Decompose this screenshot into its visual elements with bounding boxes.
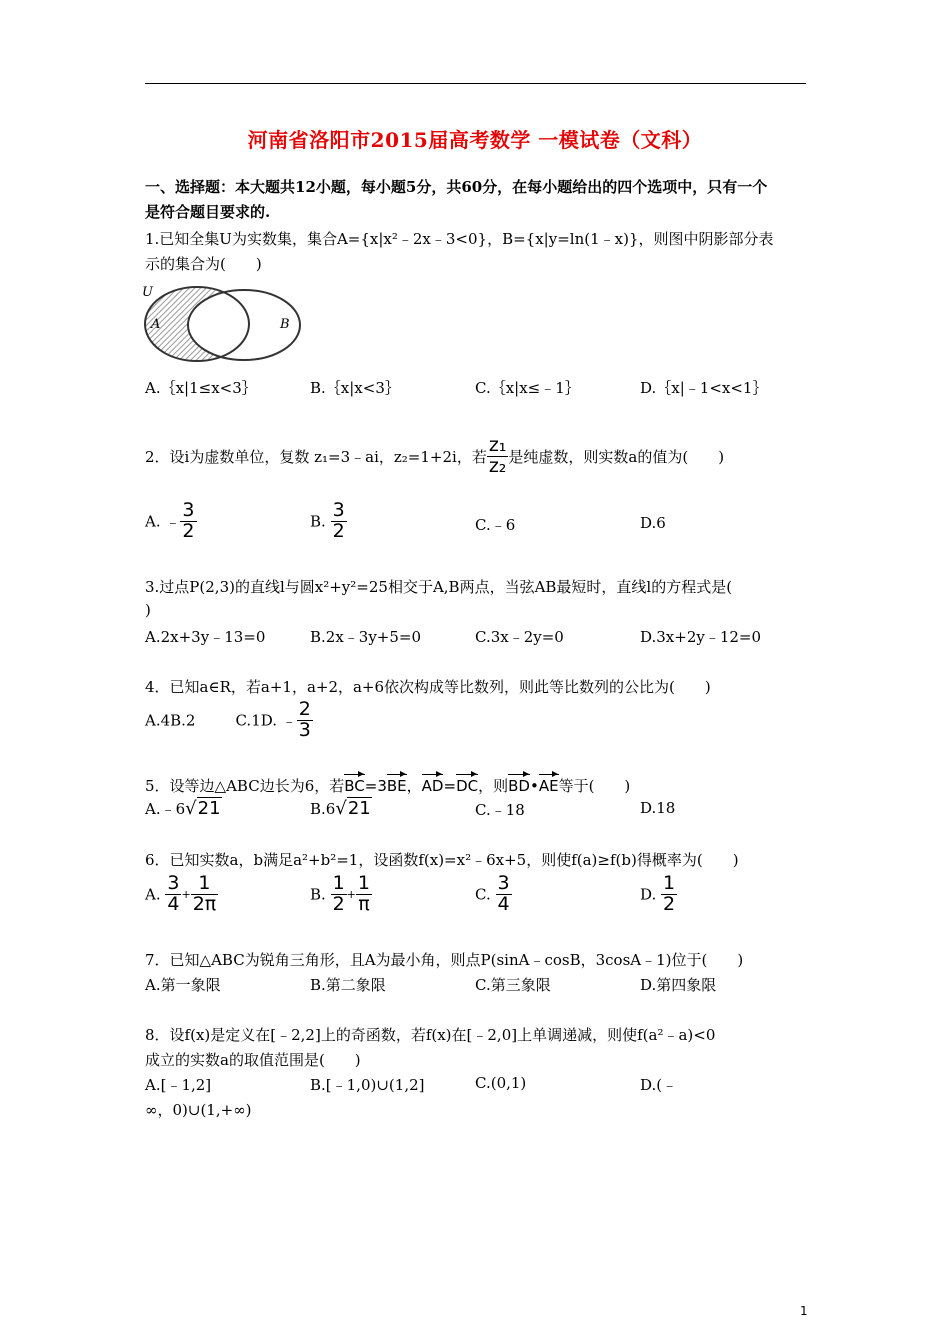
q4-option-d-sign: ﹣ [281,711,297,730]
q2-option-c: C.﹣6 [475,516,516,534]
q7-option-b: B.第二象限 [310,976,386,994]
q5-vector-dc: DC [456,777,479,795]
q4-options-cd: C.1D. [235,711,277,730]
section-heading-line2: 是符合题目要求的. [145,203,271,221]
q5-option-a-radicand: 21 [197,798,221,819]
q6-option-d-label: D. [640,885,657,904]
q7-option-d: D.第四象限 [640,976,717,994]
q1-option-c: C.｛x|x≤﹣1｝ [475,379,580,397]
q6-option-a-frac2 [191,874,219,915]
q6-line1: 6．已知实数a，b满足a²+b²=1，设函数f(x)=x²﹣6x+5，则使f(a)≥f(b)得概率为( ) [145,851,739,869]
q3-line2: ) [145,601,151,619]
q8-option-c: C.(0,1) [475,1074,527,1092]
q2-option-a [145,501,197,542]
q5-text-pre: 5．设等边△ABC边长为6，若 [145,777,345,795]
q6-option-a-d1: 4 [167,892,180,915]
q5-eq2: = [443,777,457,795]
q2-option-b-fraction [331,501,347,542]
venn-label-b: B [280,317,290,332]
venn-label-a: A [151,317,161,332]
q2-option-a-num: 3 [182,499,195,521]
q8-option-d-continued: ∞，0)∪(1,+∞) [145,1101,252,1119]
q6-option-a-n2: 1 [191,874,219,895]
q2-text-post: 是纯虚数，则实数a的值为( ) [508,447,725,466]
q8-option-a: A.[﹣1,2] [145,1076,212,1094]
q5-option-a [145,798,222,819]
q8-option-b: B.[﹣1,0)∪(1,2] [310,1076,425,1094]
q6-option-d-num: 1 [663,872,676,894]
q6-option-c-den: 4 [497,892,510,915]
q2-frac-num: z₁ [488,434,507,456]
q2-option-a-sign: ﹣ [165,512,181,531]
q7-option-c: C.第三象限 [475,976,551,994]
q4-line1: 4．已知a∈R，若a+1，a+2，a+6依次构成等比数列，则此等比数列的公比为( ) [145,678,711,696]
q8-line1: 8．设f(x)是定义在[﹣2,2]上的奇函数，若f(x)在[﹣2,0]上单调递减，则使f(a²﹣a)<0 [145,1026,716,1044]
q5-option-b-label: B.6 [310,800,336,818]
q5-dot: • [529,777,539,795]
q6-option-a-frac1 [165,874,181,915]
q2-option-b-label: B. [310,512,326,531]
q4-options [145,700,313,741]
q6-option-b-d1: 2 [332,892,345,915]
q1-option-b: B.｛x|x<3｝ [310,379,400,397]
q2-option-a-label: A. [145,512,161,531]
q2-option-b-num: 3 [332,499,345,521]
q5-vector-bd: BD [508,777,530,795]
q6-option-b-n1: 1 [332,872,345,894]
q5-eq1: =3 [364,777,387,795]
q1-option-d: D.｛x|﹣1<x<1｝ [640,379,768,397]
q6-option-b-plus: + [346,887,356,901]
q2-fraction [487,436,509,477]
q6-option-c-label: C. [475,885,491,904]
q1-option-a: A.｛x|1≤x<3｝ [145,379,257,397]
q1-line1: 1.已知全集U为实数集，集合A={x|x²﹣2x﹣3<0}，B={x|y=ln(1﹣x)}，则图中阴影部分表 [145,230,774,248]
q3-option-b: B.2x﹣3y+5=0 [310,628,422,646]
q6-option-a-plus: + [181,887,191,901]
header-rule [145,83,806,84]
q6-option-b-d2: π [358,892,370,915]
q4-option-d-num: 2 [298,698,311,720]
section-heading-line1: 一、选择题：本大题共12小题，每小题5分，共60分，在每小题给出的四个选项中，只有一个 [145,178,768,196]
q5-vector-bc: BC [344,777,365,795]
q2-text-pre: 2．设i为虚数单位，复数 z₁=3﹣ai，z₂=1+2i，若 [145,447,487,466]
page-number: 1 [800,1304,808,1318]
q6-option-b-frac1 [331,874,347,915]
q3-line1: 3.过点P(2,3)的直线l与圆x²+y²=25相交于A,B两点，当弦AB最短时，直线l的方程式是( [145,578,733,596]
q2-option-a-fraction [180,501,196,542]
q5-option-b [310,798,372,819]
document-title: 河南省洛阳市2015届高考数学 一模试卷（文科） [247,128,703,152]
q6-option-b-frac2 [356,874,372,915]
q6-option-b-n2: 1 [357,872,370,894]
q5-comma: ， [406,777,422,795]
q5-option-b-sqrt: √21 [335,798,371,819]
q2-option-b [310,501,347,542]
q5-vector-be: BE [386,777,407,795]
q6-option-d-den: 2 [663,892,676,915]
q6-option-b [310,874,372,915]
q5-option-d: D.18 [640,799,676,817]
q6-option-a [145,874,218,915]
q6-option-d-fraction [661,874,677,915]
q2-line [145,436,724,477]
q6-option-a-d2: 2π [192,892,217,915]
q6-option-d [640,874,677,915]
q6-option-c-num: 3 [497,872,510,894]
q4-options-ab: A.4B.2 [145,711,196,730]
q5-vector-ad: AD [421,777,444,795]
q5-text-post: 等于( ) [558,777,631,795]
q8-option-d: D.(﹣ [640,1076,678,1094]
q4-option-d-fraction [297,700,313,741]
q3-option-c: C.3x﹣2y=0 [475,628,564,646]
q5-then: ，则 [478,777,509,795]
q8-line2: 成立的实数a的取值范围是( ) [145,1051,361,1069]
q5-line [145,775,630,796]
q7-option-a: A.第一象限 [145,976,221,994]
q6-option-b-label: B. [310,885,326,904]
q5-option-a-sqrt: √21 [185,798,221,819]
q7-line1: 7．已知△ABC为锐角三角形，且A为最小角，则点P(sinA﹣cosB，3cosA﹣1)位于( ) [145,951,744,969]
q5-option-a-label: A.﹣6 [145,800,186,818]
q3-option-d: D.3x+2y﹣12=0 [640,628,762,646]
q2-option-a-den: 2 [182,519,195,542]
q6-option-c-fraction [496,874,512,915]
q3-option-a: A.2x+3y﹣13=0 [145,628,266,646]
q2-option-b-den: 2 [332,519,345,542]
q5-option-c: C.﹣18 [475,801,525,819]
venn-diagram [138,282,304,366]
q6-option-a-n1: 3 [167,872,180,894]
q6-option-c [475,874,512,915]
q2-frac-den: z₂ [488,454,507,477]
venn-label-u: U [142,285,153,300]
q5-vector-ae: AE [538,777,559,795]
q5-option-b-radicand: 21 [347,798,371,819]
q6-option-a-label: A. [145,885,161,904]
q2-option-d: D.6 [640,514,666,532]
q4-option-d-den: 3 [298,718,311,741]
q1-line2: 示的集合为( ) [145,255,262,273]
